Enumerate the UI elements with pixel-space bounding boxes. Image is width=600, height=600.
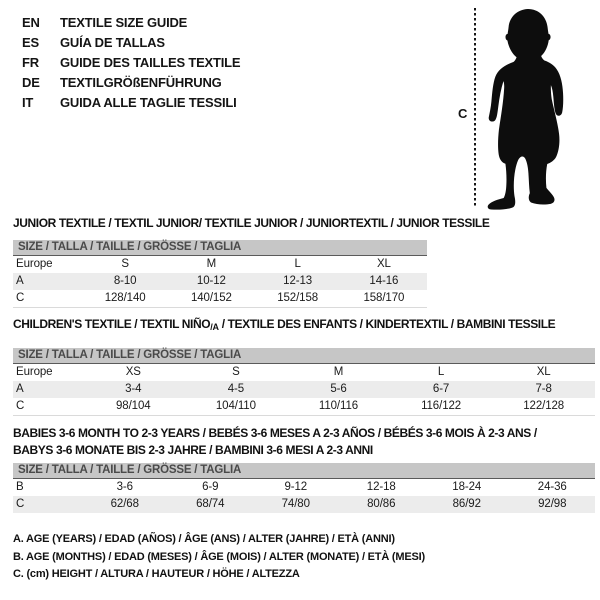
cell: M (206, 258, 217, 270)
table-title-line (13, 425, 595, 442)
table-row (13, 381, 595, 398)
language-row (22, 53, 240, 73)
cell: 74/80 (281, 498, 310, 510)
cell: 62/68 (110, 498, 139, 510)
cell: 86/92 (452, 498, 481, 510)
cell: 8-10 (113, 275, 137, 287)
cell: XS (125, 366, 141, 378)
table-row (13, 496, 595, 513)
footnote: B. AGE (MONTHS) / EDAD (MESES) / ÂGE (MOIS) / ALTER (MONATE) / ETÀ (MESI) (13, 550, 425, 563)
cell: 14-16 (369, 275, 399, 287)
language-label: GUIDA ALLE TAGLIE TESSILI (60, 95, 237, 110)
baby-silhouette-icon (486, 8, 578, 210)
cell: 3-6 (116, 481, 133, 493)
language-row (22, 73, 240, 93)
cell: 98/104 (116, 400, 151, 412)
cell: S (121, 258, 129, 270)
language-row (22, 93, 240, 113)
footnote-list (13, 531, 425, 584)
table-row (13, 273, 427, 290)
language-label: GUÍA DE TALLAS (60, 35, 165, 50)
size-header-bar: SIZE / TALLA / TAILLE / GRÖSSE / TAGLIA (13, 348, 595, 364)
cell: S (232, 366, 240, 378)
row-label: C (16, 292, 25, 304)
table-row (13, 479, 595, 496)
size-header-bar: SIZE / TALLA / TAILLE / GRÖSSE / TAGLIA (13, 463, 595, 479)
table-title (13, 317, 595, 334)
cell: 68/74 (196, 498, 225, 510)
row-label: C (16, 400, 25, 412)
language-row (22, 33, 240, 53)
size-header-bar: SIZE / TALLA / TAILLE / GRÖSSE / TAGLIA (13, 240, 427, 256)
cell: 6-7 (432, 383, 450, 395)
babies-textile-table (13, 425, 595, 513)
height-figure (450, 0, 600, 215)
cell: 24-36 (537, 481, 567, 493)
cell: 158/170 (363, 292, 405, 304)
height-measure-label: C (458, 106, 468, 121)
title-text: / TEXTILE DES ENFANTS / KINDERTEXTIL / BAMBINI TESSILE (218, 317, 556, 331)
height-dashed-line (474, 8, 476, 207)
row-label: A (16, 275, 24, 287)
language-row (22, 13, 240, 33)
cell: 140/152 (190, 292, 232, 304)
cell: 7-8 (535, 383, 552, 395)
cell: 18-24 (452, 481, 482, 493)
row-label: A (16, 383, 24, 395)
footnote: C. (cm) HEIGHT / ALTURA / HAUTEUR / HÖHE / ALTEZZA (13, 568, 300, 580)
cell: 128/140 (104, 292, 146, 304)
cell: 104/110 (215, 400, 256, 412)
title-text: JUNIOR TEXTILE / TEXTIL JUNIOR/ TEXTILE JUNIOR / JUNIORTEXTIL / JUNIOR TESSILE (13, 216, 490, 230)
language-code: ES (22, 35, 39, 50)
table-title-line (13, 317, 595, 334)
table-title-line (13, 216, 490, 230)
row-label: B (16, 481, 24, 493)
language-label: GUIDE DES TAILLES TEXTILE (60, 55, 241, 70)
table-title-line (13, 442, 595, 459)
row-label: Europe (16, 366, 53, 378)
cell: 80/86 (367, 498, 396, 510)
footnote: A. AGE (YEARS) / EDAD (AÑOS) / ÂGE (ANS) / ALTER (JAHRE) / ETÀ (ANNI) (13, 533, 395, 545)
cell: 116/122 (421, 400, 462, 412)
language-list (22, 13, 240, 113)
cell: L (294, 258, 301, 270)
cell: 6-9 (202, 481, 219, 493)
junior-textile-table (13, 216, 490, 308)
cell: XL (376, 258, 391, 270)
cell: M (333, 366, 344, 378)
table-title (13, 216, 490, 230)
title-text: /A (210, 322, 219, 332)
cell: 152/158 (277, 292, 319, 304)
table-row (13, 256, 427, 273)
cell: 12-13 (283, 275, 313, 287)
table-title (13, 425, 595, 459)
table-row (13, 290, 427, 308)
language-label: TEXTILGRÖßENFÜHRUNG (60, 75, 222, 90)
cell: 9-12 (284, 481, 308, 493)
row-label: Europe (16, 258, 53, 270)
cell: 3-4 (125, 383, 142, 395)
title-text: BABYS 3-6 MONATE BIS 2-3 JAHRE / BAMBINI 3-6 MESI A 2-3 ANNI (13, 443, 373, 457)
cell: 10-12 (196, 275, 226, 287)
language-label: TEXTILE SIZE GUIDE (60, 15, 188, 30)
children-textile-table (13, 317, 595, 416)
cell: 122/128 (523, 400, 565, 412)
cell: 12-18 (366, 481, 396, 493)
title-text: BABIES 3-6 MONTH TO 2-3 YEARS / BEBÉS 3-6 MESES A 2-3 AÑOS / BÉBÉS 3-6 MOIS À 2-3 ANS / (13, 426, 537, 440)
cell: 110/116 (318, 400, 359, 412)
language-code: EN (22, 15, 40, 30)
language-code: IT (22, 95, 34, 110)
cell: L (437, 366, 445, 378)
table-row (13, 398, 595, 416)
language-code: FR (22, 55, 39, 70)
title-text: CHILDREN'S TEXTILE / TEXTIL NIÑO (13, 317, 211, 331)
table-row (13, 364, 595, 381)
cell: XL (536, 366, 551, 378)
row-label: C (16, 498, 25, 510)
cell: 5-6 (330, 383, 347, 395)
cell: 4-5 (227, 383, 245, 395)
cell: 92/98 (538, 498, 567, 510)
language-code: DE (22, 75, 40, 90)
